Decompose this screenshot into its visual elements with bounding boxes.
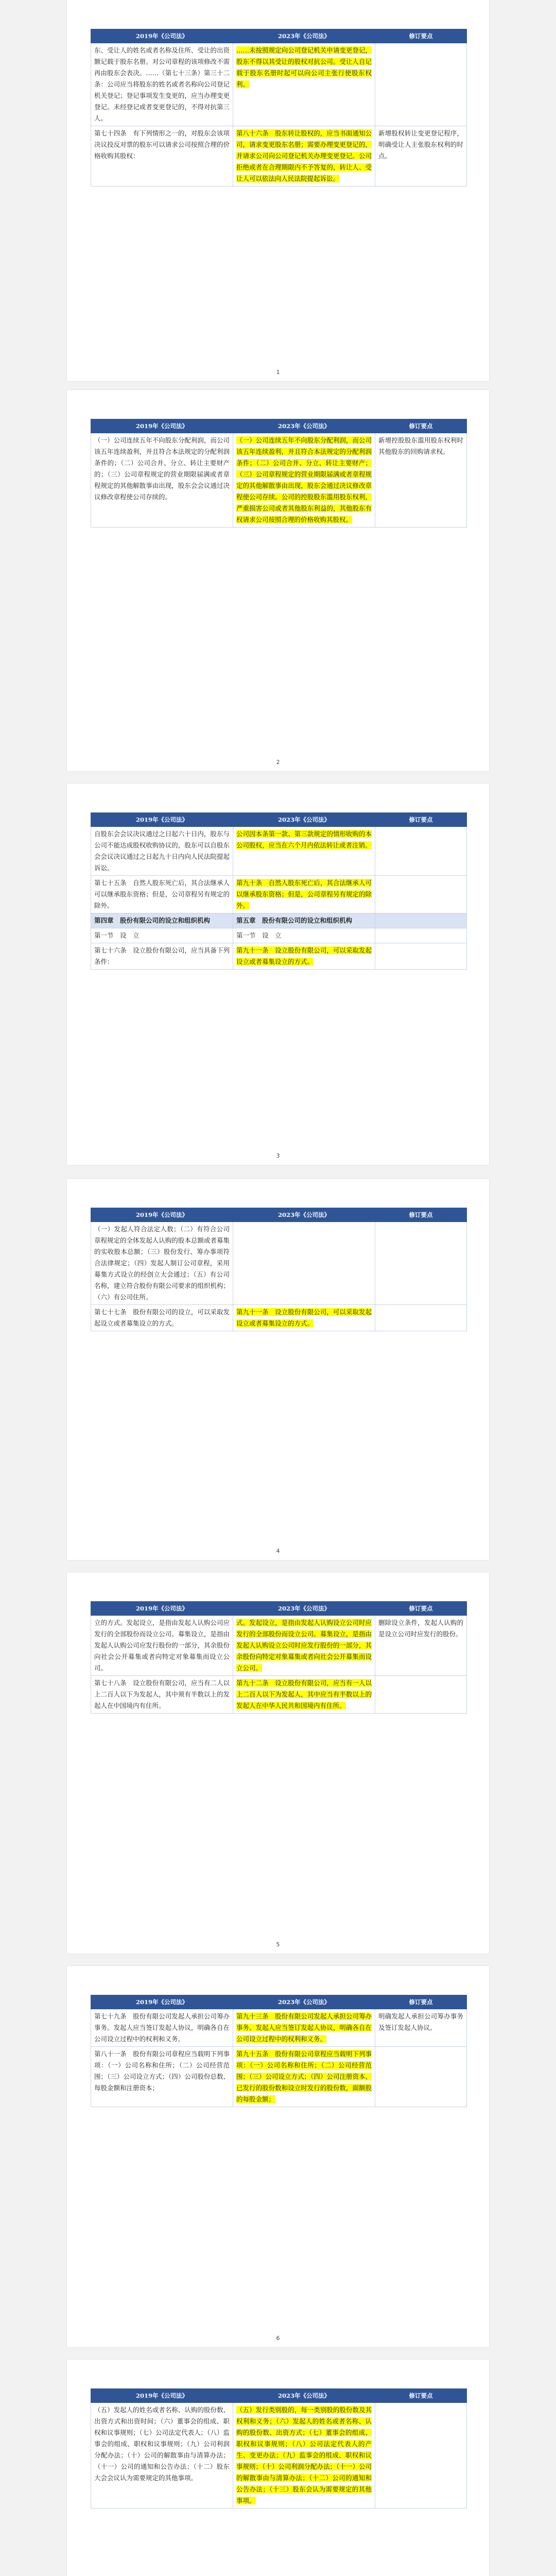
subsection-old: 第一节 设 立	[91, 928, 233, 943]
column-header: 2019年《公司法》	[91, 1995, 233, 2009]
new-text-cell	[233, 1305, 375, 1331]
new-text-cell	[233, 876, 375, 913]
page-number: 6	[276, 2335, 280, 2342]
note-cell	[375, 2403, 467, 2509]
highlighted-text: 第八十六条 股东转让股权的，应当书面通知公司，请求变更股东名册；需要办理变更登记的，并请求公司向公司登记机关办理变更登记。公司拒绝或者在合理期限内不予答复的，转让人、受让人可以依法向人民法院提起诉讼。	[236, 129, 372, 182]
table-row	[91, 1222, 467, 1305]
table-row	[91, 126, 467, 187]
comparison-table	[91, 2388, 467, 2509]
table-header-row	[91, 1995, 467, 2009]
column-header: 2023年《公司法》	[233, 2389, 375, 2403]
subsection-new: 第一节 设 立	[233, 928, 375, 943]
column-header: 修订要点	[375, 2389, 467, 2403]
new-text-cell	[233, 827, 375, 876]
old-text-cell: 第七十八条 设立股份有限公司，应当有二人以上二百人以下为发起人，其中须有半数以上的发起人在中国境内有住所。	[91, 1676, 233, 1714]
note-cell	[375, 827, 467, 876]
new-text-cell	[233, 2009, 375, 2047]
table-header-row	[91, 813, 467, 827]
new-text-cell	[233, 126, 375, 187]
column-header: 2019年《公司法》	[91, 1208, 233, 1222]
highlighted-text: 公司因本条第一款、第三款规定的情形收购的本公司股权，应当在六个月内依法转让或者注销。	[236, 830, 372, 849]
document-page	[67, 2360, 489, 2576]
old-text-cell: 自股东会会议决议通过之日起六十日内，股东与公司不能达成股权收购协议的，股东可以自股东会会议决议通过之日起九十日内向人民法院提起诉讼。	[91, 827, 233, 876]
page-number: 4	[276, 1548, 280, 1554]
document-page	[67, 1179, 489, 1560]
column-header: 2019年《公司法》	[91, 2389, 233, 2403]
note-cell	[375, 43, 467, 126]
table-row	[91, 1305, 467, 1331]
column-header: 2023年《公司法》	[233, 1208, 375, 1222]
note-cell	[375, 943, 467, 970]
table-header-row	[91, 1602, 467, 1616]
section-new: 第五章 股份有限公司的设立和组织机构	[233, 913, 375, 928]
highlighted-text: 第九十条 自然人股东死亡后，其合法继承人可以继承股东资格；但是，公司章程另有规定的除外。	[236, 879, 372, 909]
document-page	[67, 1966, 489, 2347]
table-header-row	[91, 29, 467, 43]
comparison-table	[91, 812, 467, 970]
table-row	[91, 876, 467, 913]
old-text-cell: （五）发起人的姓名或者名称、认购的股份数、出资方式和出资时间；（六）董事会的组成、职权和议事规则；（七）公司法定代表人；（八）监事会的组成、职权和议事规则；（九）公司利润分配办法；（十）公司的解散事由与清算办法；（十一）公司的通知和公告办法；（十二）股东大会会议认为需要规定的其他事项。	[91, 2403, 233, 2509]
page-number: 5	[276, 1941, 280, 1948]
old-text-cell: 第七十六条 设立股份有限公司，应当具备下列条件：	[91, 943, 233, 970]
old-text-cell: （一）发起人符合法定人数；（二）有符合公司章程规定的全体发起人认购的股本总额或者募集的实收股本总额；（三）股份发行、筹办事项符合法律规定；（四）发起人制订公司章程，采用募集方式设立的经创立大会通过；（五）有公司名称，建立符合股份有限公司要求的组织机构；（六）有公司住所。	[91, 1222, 233, 1305]
section-old: 第四章 股份有限公司的设立和组织机构	[91, 913, 233, 928]
table-row	[91, 827, 467, 876]
column-header: 2019年《公司法》	[91, 29, 233, 43]
highlighted-text: 式。发起设立，是指由发起人认购设立公司时应发行的全部股份而设立公司。募集设立，是指由发起人认购设立公司时应发行股份的一部分，其余股份向特定对象募集或者向社会公开募集而设立公司。	[236, 1619, 372, 1672]
document-page	[67, 784, 489, 1165]
comparison-table	[91, 1208, 467, 1331]
highlighted-text: 第九十五条 股份有限公司章程应当载明下列事项：（一）公司名称和住所；（二）公司经营范围；（三）公司设立方式；（四）公司注册资本、已发行的股份数和设立时发行的股份数，面额股的每股金额；	[236, 2050, 372, 2103]
column-header: 修订要点	[375, 29, 467, 43]
comparison-table	[91, 1995, 467, 2107]
column-header: 2023年《公司法》	[233, 813, 375, 827]
new-text-cell	[233, 433, 375, 528]
page-number: 1	[276, 369, 280, 376]
comparison-table	[91, 29, 467, 187]
document-page	[67, 1572, 489, 1954]
comparison-table	[91, 419, 467, 528]
column-header: 修订要点	[375, 1602, 467, 1616]
new-text-cell	[233, 2403, 375, 2509]
old-text-cell: 第七十七条 股份有限公司的设立，可以采取发起设立或者募集设立的方式。	[91, 1305, 233, 1331]
note-cell: 明确发起人承担公司筹办事务及签订发起人协议。	[375, 2009, 467, 2047]
old-text-cell: 第七十五条 自然人股东死亡后，其合法继承人可以继承股东资格；但是，公司章程另有规定的除外。	[91, 876, 233, 913]
document-page	[67, 390, 489, 771]
column-header: 2023年《公司法》	[233, 419, 375, 433]
column-header: 修订要点	[375, 813, 467, 827]
old-text-cell: 第八十一条 股份有限公司章程应当载明下列事项：（一）公司名称和住所；（二）公司经营范围；（三）公司设立方式；（四）公司股份总数、每股金额和注册资本；	[91, 2047, 233, 2107]
table-row	[91, 1616, 467, 1676]
column-header: 2023年《公司法》	[233, 1602, 375, 1616]
section-row	[91, 913, 467, 928]
highlighted-text: 第九十二条 设立股份有限公司，应当有一人以上二百人以下为发起人，其中应当有半数以上的发起人在中华人民共和国境内有住所。	[236, 1679, 372, 1709]
table-row	[91, 2403, 467, 2509]
old-text-cell: （一）公司连续五年不向股东分配利润，而公司该五年连续盈利，并且符合本法规定的分配利润条件的；（二）公司合并、分立、转让主要财产的；（三）公司章程规定的营业期限届满或者章程规定的其他解散事由出现，股东会会议通过决议修改章程使公司存续的。	[91, 433, 233, 528]
note-cell	[375, 1222, 467, 1305]
column-header: 2023年《公司法》	[233, 29, 375, 43]
new-text-cell	[233, 943, 375, 970]
old-text-cell: 第七十四条 有下列情形之一的，对股东会该项决议投反对票的股东可以请求公司按照合理的价格收购其股权：	[91, 126, 233, 187]
column-header: 修订要点	[375, 419, 467, 433]
table-row	[91, 1676, 467, 1714]
note-cell	[375, 1305, 467, 1331]
new-text-cell	[233, 1676, 375, 1714]
subsection-row	[91, 928, 467, 943]
old-text-cell: 立的方式。发起设立，是指由发起人认购公司应发行的全部股份而设立公司。募集设立，是指由发起人认购公司应发行股份的一部分，其余股份向社会公开募集或者向特定对象募集而设立公司。	[91, 1616, 233, 1676]
table-row	[91, 2009, 467, 2047]
table-row	[91, 943, 467, 970]
column-header: 修订要点	[375, 1995, 467, 2009]
column-header: 修订要点	[375, 1208, 467, 1222]
highlighted-text: （五）发行类别股的，每一类别股的股份数及其权利和义务；（六）发起人的姓名或者名称、认购的股份数、出资方式；（七）董事会的组成、职权和议事规则；（八）公司法定代表人的产生、变更办法；（九）监事会的组成、职权和议事规则；（十）公司利润分配办法；（十一）公司的解散事由与清算办法；（十二）公司的通知和公告办法；（十三）股东会认为需要规定的其他事项。	[236, 2406, 372, 2504]
table-header-row	[91, 1208, 467, 1222]
table-header-row	[91, 2389, 467, 2403]
new-text-cell	[233, 2047, 375, 2107]
table-row	[91, 433, 467, 528]
table-row	[91, 43, 467, 126]
table-header-row	[91, 419, 467, 433]
note-cell: 新增股权转让变更登记程序，明确受让人主张股东权利的时点。	[375, 126, 467, 187]
highlighted-text: 第九十三条 股份有限公司发起人承担公司筹办事务。发起人应当签订发起人协议，明确各自在公司设立过程中的权利和义务。	[236, 2012, 372, 2043]
comparison-table	[91, 1601, 467, 1714]
table-row	[91, 2047, 467, 2107]
column-header: 2023年《公司法》	[233, 1995, 375, 2009]
note-cell: 删除设立条件，发起人认购的是设立公司时应发行的股份。	[375, 1616, 467, 1676]
subsection-note	[375, 928, 467, 943]
note-cell	[375, 2047, 467, 2107]
new-text-cell	[233, 1222, 375, 1305]
highlighted-text: 第九十一条 设立股份有限公司，可以采取发起设立或者募集设立的方式。	[236, 946, 372, 965]
new-text-cell	[233, 43, 375, 126]
highlighted-text: （一）公司连续五年不向股东分配利润，而公司该五年连续盈利，并且符合本法规定的分配利润条件；（二）公司合并、分立、转让主要财产；（三）公司章程规定的营业期限届满或者章程规定的其他解散事由出现，股东会通过决议修改章程使公司存续。公司的控股股东滥用股东权利，严重损害公司或者其他股东利益的，其他股东有权请求公司按照合理的价格收购其股权。	[236, 436, 372, 523]
column-header: 2019年《公司法》	[91, 1602, 233, 1616]
highlighted-text: 第九十一条 设立股份有限公司，可以采取发起设立或者募集设立的方式。	[236, 1308, 372, 1327]
new-text-cell	[233, 1616, 375, 1676]
old-text-cell: 东、受让人的姓名或者名称及住所、受让的出资额记载于股东名册。对公司章程的该项修改不需再由股东会表决。……（第七十三条）第三十二条：公司应当将股东的姓名或者名称向公司登记机关登记；登记事项发生变更的，应当办理变更登记。未经登记或者变更登记的，不得对抗第三人。	[91, 43, 233, 126]
document-page	[67, 0, 489, 381]
note-cell	[375, 876, 467, 913]
page-number: 3	[276, 1153, 280, 1159]
section-note	[375, 913, 467, 928]
old-text-cell: 第七十九条 股份有限公司发起人承担公司筹办事务。发起人应当签订发起人协议，明确各自在公司设立过程中的权利和义务。	[91, 2009, 233, 2047]
column-header: 2019年《公司法》	[91, 419, 233, 433]
column-header: 2019年《公司法》	[91, 813, 233, 827]
highlighted-text: ……未按照规定向公司登记机关申请变更登记，股东不得以其受让的股权对抗公司。受让人自记载于股东名册时起可以向公司主张行使股东权利。	[236, 46, 372, 88]
page-number: 2	[276, 759, 280, 766]
note-cell: 新增控股股东滥用股东权利时其他股东的回购请求权。	[375, 433, 467, 528]
note-cell	[375, 1676, 467, 1714]
